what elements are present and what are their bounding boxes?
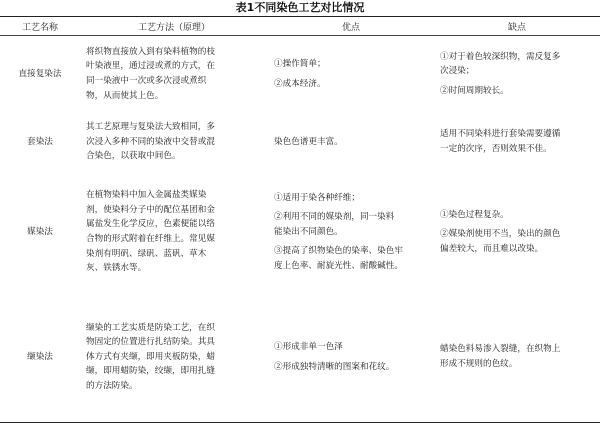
disadvantages-cell: [434, 112, 600, 172]
method-text-line: 次浸入多种不同的染液中交替或混: [86, 136, 215, 147]
process-name-cell: 直接复染法: [18, 68, 62, 79]
process-method-cell: [80, 112, 268, 172]
advantage-text-line: ②利用不同的媒染剂，同一染料: [274, 212, 395, 223]
method-text-line: 其工艺原理与复染法大致相同，多: [86, 122, 215, 133]
disadvantage-text-line: ②媒染剂使用不当，染出的颜色: [440, 229, 561, 240]
table-caption: 表1不同染色工艺对比情况: [235, 1, 365, 14]
header-process-name: 工艺名称: [0, 17, 80, 36]
disadvantage-text-line: 次浸染；: [440, 66, 475, 77]
method-text-line: 同一染液中一次或多次浸或煮织: [86, 76, 207, 86]
method-text-line: 剂，使染料分子中的配位基团和金: [86, 204, 215, 215]
method-text-line: 体方式有夹缬，即用夹板防染，蜡: [86, 351, 215, 362]
process-name-cell: 缬染法: [0, 292, 80, 423]
process-name-cell: 套染法: [27, 136, 53, 147]
advantage-text-line: ②形成独特清晰的图案和花纹。: [274, 361, 395, 372]
process-method-cell: [80, 292, 268, 423]
process-name-cell: 媒染法: [27, 226, 53, 237]
disadvantage-text-line: 蜡染色料易渗入裂缝，在织物上: [440, 344, 561, 355]
header-advantages: 优点: [268, 17, 434, 36]
disadvantage-text-line: ①对于着色较深织物，需反复多: [440, 51, 561, 62]
disadvantages-cell: [434, 292, 600, 423]
method-text-line: 缬染的工艺实质是防染工艺，在织: [86, 322, 215, 333]
method-text-line: 在植物染料中加入金属盐类媒染: [86, 190, 207, 201]
table-row: [0, 112, 600, 172]
method-text-line: 物，从而使其上色。: [86, 90, 164, 101]
disadvantage-text-line: 形成不规则的色纹。: [440, 359, 518, 369]
table-row: [0, 172, 600, 292]
advantage-text-line: ①适用于染各种纤维；: [274, 192, 360, 203]
disadvantage-text-line: ①染色过程复杂。: [440, 209, 509, 220]
advantages-cell: [268, 36, 434, 113]
table-row: [0, 292, 600, 423]
advantage-text-line: ②成本经济。: [274, 78, 326, 89]
method-text-line: 属盐发生化学反应，色素便能以络: [86, 219, 215, 230]
method-text-line: 的方法防染。: [86, 380, 138, 391]
disadvantage-text-line: 适用不同染料进行套染需要遵循: [440, 129, 561, 140]
method-text-line: 合染色，以获取中间色。: [86, 151, 181, 162]
disadvantages-cell: [434, 172, 600, 292]
advantages-cell: [268, 112, 434, 172]
advantage-text-line: 度上色率、耐旋光性、耐酸碱性。: [274, 260, 403, 271]
header-process-method: 工艺方法（原理）: [80, 17, 268, 36]
method-text-line: 合物的形式附着在纤维上。常见媒: [86, 234, 215, 244]
method-text-line: 缬，即用蜡防染，绞缬，即用扎缝: [86, 366, 215, 377]
advantage-text-line: 染色色谱更丰富。: [274, 136, 343, 147]
process-method-cell: [80, 172, 268, 292]
disadvantage-text-line: 偏差较大，而且难以改染。: [440, 243, 544, 254]
table-row: [0, 36, 600, 113]
advantage-text-line: ①形成非单一色泽: [274, 341, 343, 352]
table-header-row: [0, 17, 600, 36]
method-text-line: 将织物直接放入到有染料植物的枝: [86, 46, 215, 57]
method-text-line: 物固定的位置进行扎结防染。其具: [86, 337, 215, 348]
method-text-line: 染剂有明矾、绿矾、蓝矾、草木: [86, 248, 207, 259]
process-method-cell: [80, 36, 268, 113]
disadvantage-text-line: ②时间周期较长。: [440, 85, 509, 96]
advantage-text-line: ①操作简单；: [274, 58, 326, 69]
disadvantages-cell: [434, 36, 600, 113]
advantage-text-line: ③提高了织物染色的染率、染色牢: [274, 246, 403, 257]
method-text-line: 灰、铁锈水等。: [86, 263, 147, 274]
advantages-cell: [268, 292, 434, 423]
advantage-text-line: 能染出不同颜色。: [274, 226, 343, 237]
disadvantage-text-line: 一定的次序，否则效果不佳。: [440, 144, 552, 154]
method-text-line: 叶染液里，通过浸或煮的方式，在: [86, 61, 215, 72]
advantages-cell: [268, 172, 434, 292]
header-disadvantages: 缺点: [434, 17, 600, 36]
dyeing-comparison-table: [0, 16, 600, 423]
